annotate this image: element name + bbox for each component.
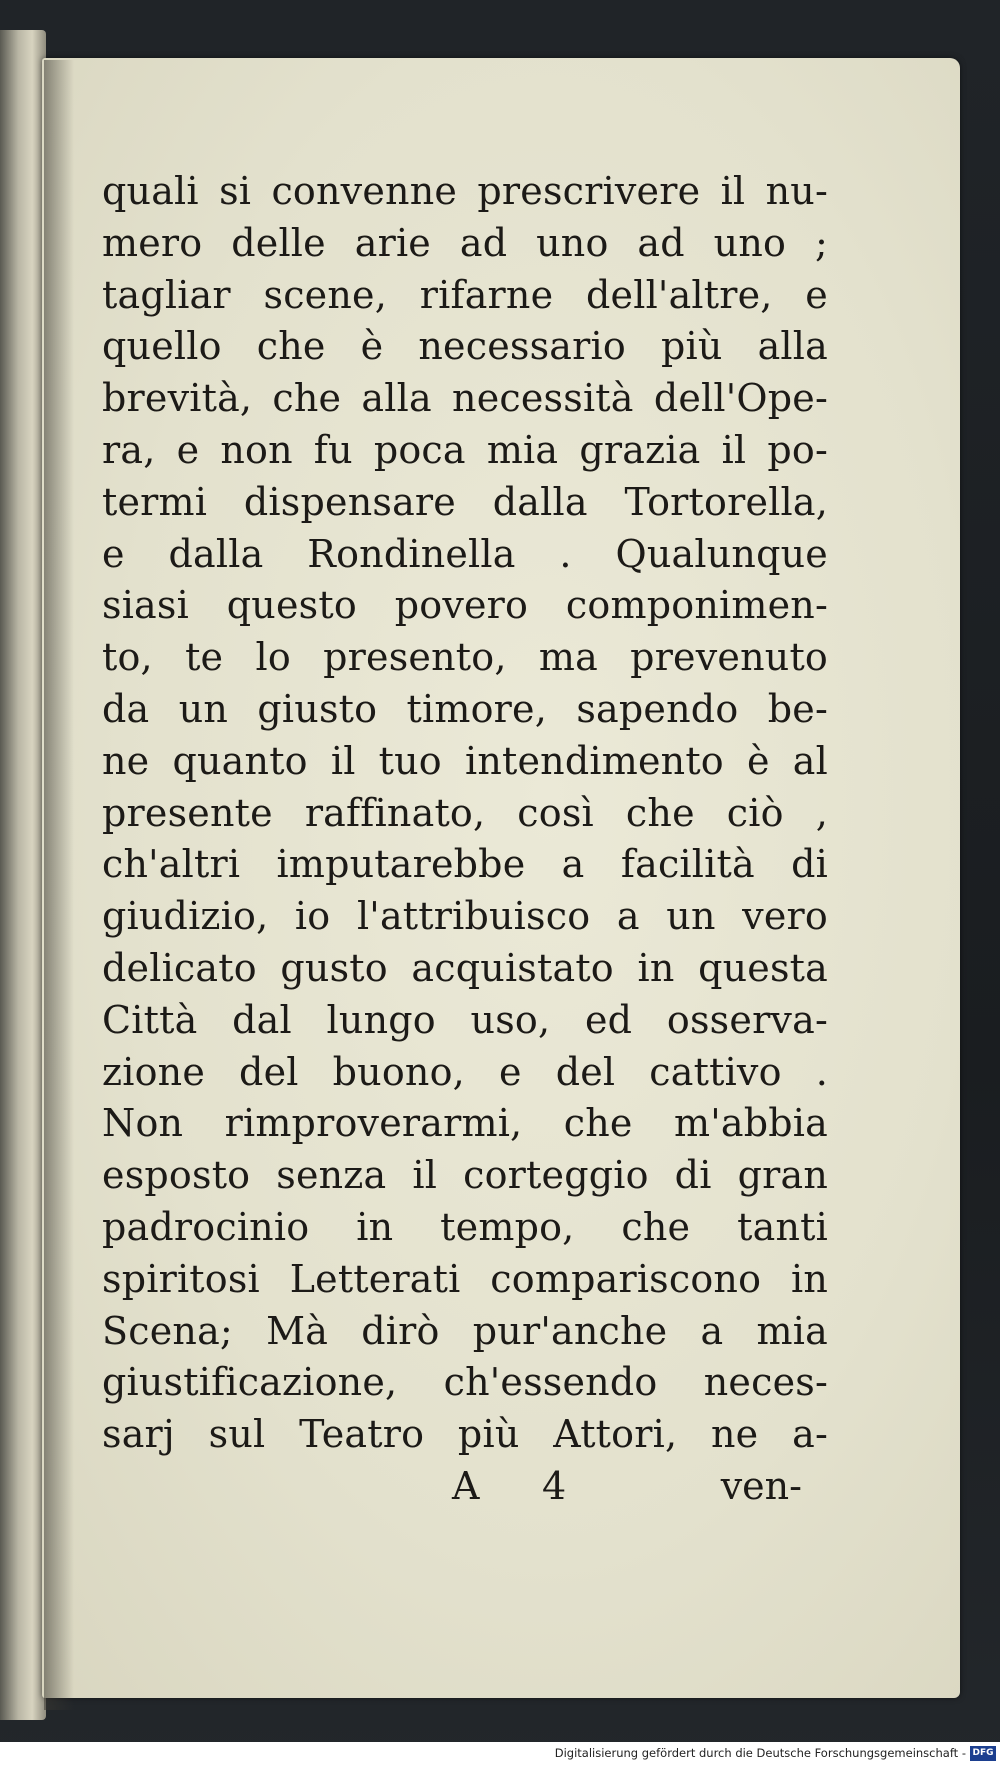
book-page — [42, 58, 960, 1698]
text-line: Non rimproverarmi, che m'abbia — [102, 1101, 828, 1146]
text-line: e dalla Rondinella . Qualunque — [102, 531, 828, 576]
text-line: brevità, che alla necessità dell'Ope- — [102, 376, 828, 421]
page-text — [102, 166, 828, 1461]
text-line: ne quanto il tuo intendimento è al — [102, 738, 828, 783]
text-line: giustificazione, ch'essendo neces- — [102, 1360, 828, 1405]
page-number: 4 — [542, 1464, 567, 1508]
digitization-credit-bar — [0, 1742, 1000, 1766]
text-line: quali si convenne prescrivere il nu- — [102, 169, 828, 213]
text-line: termi dispensare dalla Tortorella, — [102, 479, 828, 524]
text-line: presente raffinato, così che ciò , — [102, 790, 828, 835]
credit-text: Digitalisierung gefördert durch die Deutsche Forschungsgemeinschaft - — [554, 1746, 966, 1760]
book-binding-edge — [0, 30, 46, 1720]
text-line: padrocinio in tempo, che tanti — [102, 1204, 828, 1249]
text-line: to, te lo presento, ma prevenuto — [102, 635, 828, 680]
text-line: tagliar scene, rifarne dell'altre, e — [102, 272, 828, 317]
text-line: spiritosi Letterati compariscono in — [102, 1256, 828, 1301]
text-line: Scena; Mà dirò pur'anche a mia — [102, 1308, 828, 1353]
catchword: ven- — [720, 1464, 802, 1508]
text-line: esposto senza il corteggio di gran — [102, 1153, 828, 1198]
text-line: Città dal lungo uso, ed osserva- — [102, 997, 828, 1042]
text-line: zione del buono, e del cattivo . — [102, 1049, 828, 1094]
text-line: giudizio, io l'attribuisco a un vero — [102, 894, 828, 939]
text-line: sarj sul Teatro più Attori, ne a- — [102, 1412, 828, 1457]
signature-line — [102, 1460, 828, 1512]
text-line: delicato gusto acquistato in questa — [102, 945, 828, 990]
text-line: siasi questo povero componimen- — [102, 583, 828, 628]
text-line: ch'altri imputarebbe a facilità di — [102, 842, 828, 887]
gutter-shadow — [44, 60, 74, 1710]
text-line: ra, e non fu poca mia grazia il po- — [102, 427, 828, 472]
dfg-logo: DFG — [970, 1746, 996, 1761]
text-line: mero delle arie ad uno ad uno ; — [102, 220, 828, 265]
text-line: da un giusto timore, sapendo be- — [102, 686, 828, 731]
text-line: quello che è necessario più alla — [102, 324, 828, 369]
signature-mark: A — [452, 1464, 480, 1508]
